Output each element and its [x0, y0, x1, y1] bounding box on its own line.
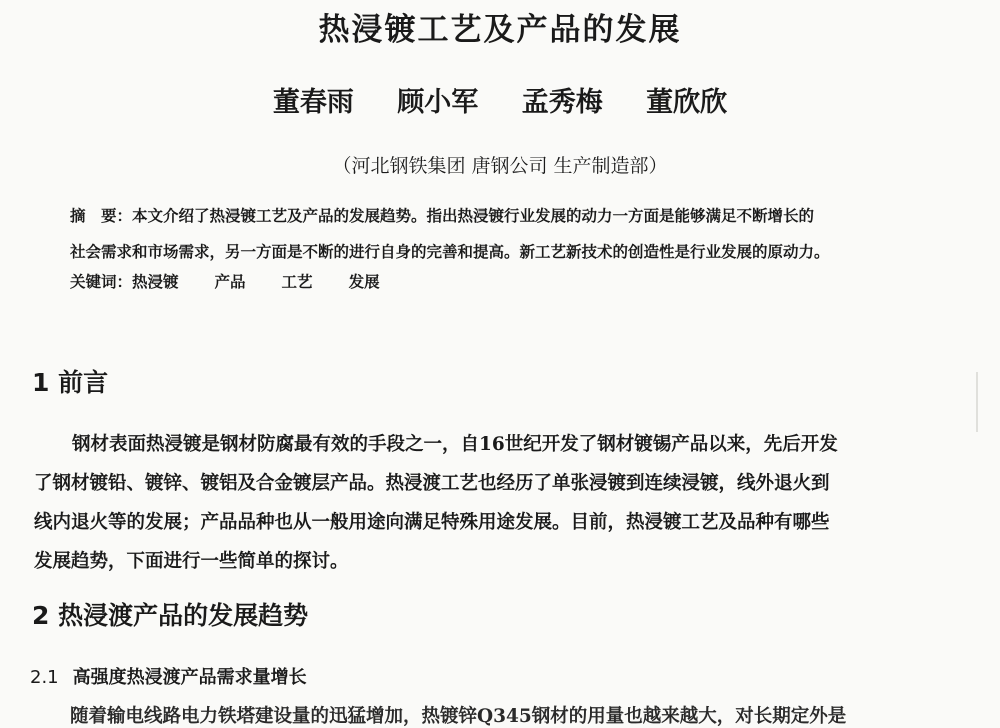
- author-name: 董春雨: [272, 87, 354, 118]
- author-name: 董欣欣: [646, 87, 728, 118]
- subsection-heading: [30, 663, 307, 689]
- paragraph-line: 钢材表面热浸镀是钢材防腐最有效的手段之一，自16世纪开发了钢材镀锡产品以来，先后开发: [72, 434, 838, 455]
- keywords-label: 关键词：: [70, 272, 133, 291]
- paragraph-line: 了钢材镀铅、镀锌、镀铝及合金镀层产品。热浸渡工艺也经历了单张浸镀到连续浸镀，线外退火到: [34, 473, 830, 494]
- section-body: [34, 425, 969, 581]
- abstract-label: 摘 要：: [70, 206, 133, 225]
- author-list: [0, 80, 1000, 119]
- abstract: [70, 198, 970, 270]
- author-name: 孟秀梅: [521, 87, 603, 118]
- abstract-line: 摘 要：本文介绍了热浸镀工艺及产品的发展趋势。指出热浸镀行业发展的动力一方面是能够满足不断增长的: [70, 206, 815, 225]
- keywords: [70, 270, 416, 292]
- paragraph-line: 发展趋势，下面进行一些简单的探讨。: [34, 551, 349, 572]
- keyword: 产品: [214, 272, 246, 291]
- paragraph-line: 线内退火等的发展；产品品种也从一般用途向满足特殊用途发展。目前，热浸镀工艺及品种有哪些: [34, 512, 830, 533]
- scan-artifact: [976, 372, 978, 432]
- affiliation: （河北钢铁集团 唐钢公司 生产制造部）: [332, 155, 668, 177]
- keyword: 热浸镀: [132, 272, 179, 291]
- keyword: 工艺: [281, 272, 313, 291]
- abstract-line: 社会需求和市场需求，另一方面是不断的进行自身的完善和提高。新工艺新技术的创造性是行业发展的原动力。: [70, 242, 830, 261]
- paper-title: 热浸镀工艺及产品的发展: [318, 12, 682, 48]
- paragraph-line-cut: 随着输电线路电力铁塔建设量的迅猛增加，热镀锌Q345钢材的用量也越来越大，对长期定外是: [70, 706, 847, 727]
- section-heading: 1 前言: [32, 368, 109, 397]
- keyword: 发展: [348, 272, 380, 291]
- subsection-number: 2.1: [30, 667, 59, 688]
- section-heading: 2 热浸渡产品的发展趋势: [32, 601, 309, 630]
- subsection-title: 高强度热浸渡产品需求量增长: [72, 667, 307, 688]
- author-name: 顾小军: [397, 87, 479, 118]
